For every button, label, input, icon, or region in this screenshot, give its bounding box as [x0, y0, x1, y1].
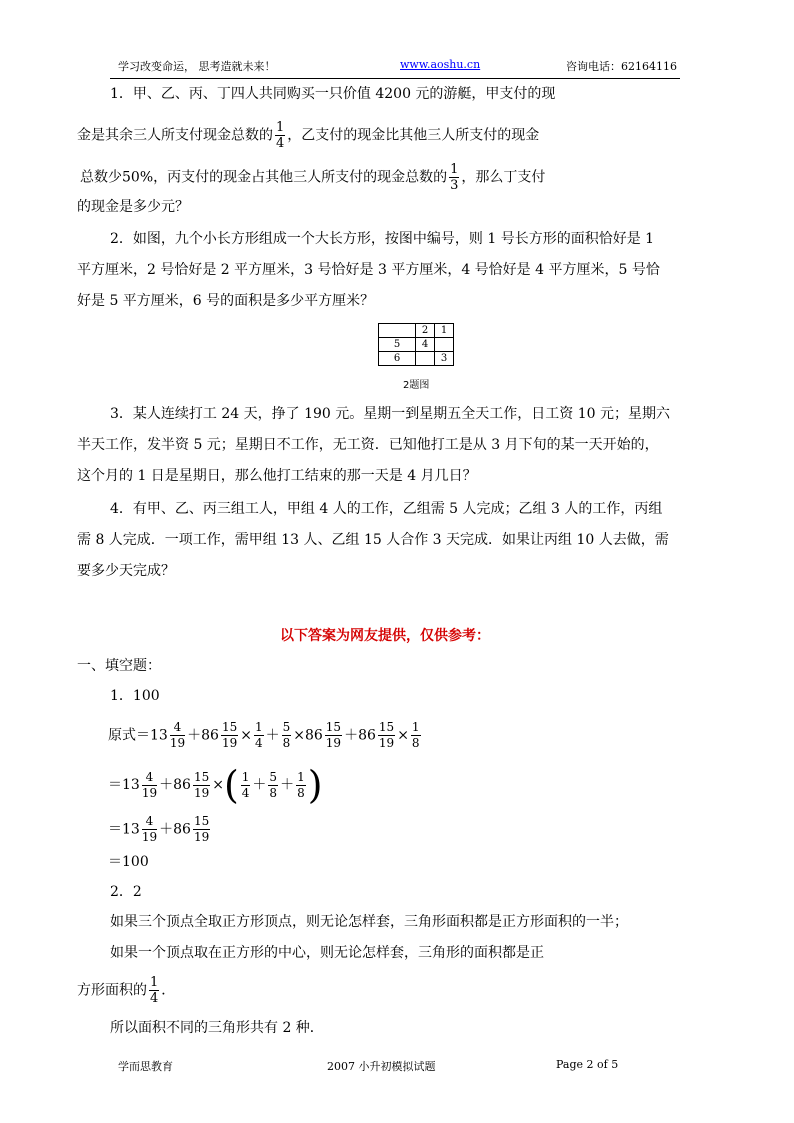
- fraction-one-third: $\frac{1}{3}$: [450, 162, 459, 193]
- grid-cell-2: 2: [416, 324, 435, 338]
- problem-1-line-3: [80, 162, 545, 193]
- grid-cell-empty: [416, 352, 435, 366]
- problem-3-line-2: 半天工作，发半资 5 元；星期日不工作，无工资．已知他打工是从 3 月下旬的某一天开始的，: [77, 437, 659, 453]
- grid-cell-1: 1: [435, 324, 454, 338]
- problem-1-text-c: 总数少50%，丙支付的现金占其他三人所支付的现金总数的: [80, 169, 448, 186]
- problem-3-line-1: 3．某人连续打工 24 天，挣了 190 元。星期一到星期五全天工作，日工资 10 元；星期六: [110, 406, 670, 422]
- header-slogan: 学习改变命运， 思考造就未来！: [118, 60, 276, 73]
- answer-2-line-2: 如果一个顶点取在正方形的中心，则无论怎样套，三角形的面积都是正: [110, 945, 544, 961]
- fraction-one-quarter: $\frac{1}{4}$: [276, 120, 285, 151]
- grid-cell-4: 4: [416, 338, 435, 352]
- answers-title: 以下答案为网友提供，仅供参考：: [280, 628, 490, 644]
- problem-3-line-3: 这个月的 1 日是星期日，那么他打工结束的那一天是 4 月几日？: [77, 468, 477, 484]
- problem-2-line-1: 2．如图，九个小长方形组成一个大长方形，按图中编号，则 1 号长方形的面积恰好是 1: [110, 231, 655, 247]
- problem-4-line-1: 4．有甲、乙、丙三组工人，甲组 4 人的工作，乙组需 5 人完成；乙组 3 人的工作，丙组: [110, 501, 663, 517]
- grid-cell-empty: [435, 338, 454, 352]
- header-phone: 咨询电话：62164116: [566, 60, 677, 73]
- problem-4-line-3: 要多少天完成？: [77, 563, 175, 579]
- grid-cell-3: 3: [435, 352, 454, 366]
- grid-cell-5: 5: [379, 338, 416, 352]
- problem-2-line-3: 好是 5 平方厘米，6 号的面积是多少平方厘米？: [77, 293, 375, 309]
- header-website-link[interactable]: www.aoshu.cn: [400, 58, 481, 71]
- section-heading: 一、填空题：: [77, 658, 161, 674]
- problem-1-line-2: [77, 120, 539, 151]
- problem-2-line-2: 平方厘米，2 号恰好是 2 平方厘米，3 号恰好是 3 平方厘米，4 号恰好是 4 平方厘米，5 号恰: [77, 262, 660, 278]
- math-line-4: ＝100: [108, 854, 149, 870]
- math-line-1: 原式＝13 $\frac{4}{19}$ ＋86 $\frac{15}{19}$ × $\frac{1}{4}$ ＋ $\frac{5}{8}$ ×86 $\frac{15}{19}$ ＋86 $\frac{15}{19}$ × $\frac{1}{8}$: [108, 720, 420, 750]
- math-line-2: ＝13 $\frac{4}{19}$ ＋86 $\frac{15}{19}$ ×( $\frac{1}{4}$ ＋ $\frac{5}{8}$ ＋ $\frac{1}{8}$ ): [108, 763, 323, 807]
- rectangle-figure: [378, 323, 454, 366]
- problem-1-text-b: ，乙支付的现金比其他三人所支付的现金: [287, 127, 540, 144]
- problem-1-line-1: 1．甲、乙、丙、丁四人共同购买一只价值 4200 元的游艇，甲支付的现: [110, 86, 556, 102]
- footer-title: 2007 小升初模拟试题: [327, 1060, 436, 1073]
- footer-left: 学而思教育: [118, 1060, 173, 1073]
- grid-cell-empty: [379, 324, 416, 338]
- problem-1-line-4: 的现金是多少元？: [77, 199, 189, 215]
- problem-1-text-d: ，那么丁支付: [461, 169, 546, 186]
- footer-page-number: Page 2 of 5: [556, 1058, 619, 1071]
- grid-cell-6: 6: [379, 352, 416, 366]
- math-line-3: ＝13 $\frac{4}{19}$ ＋86 $\frac{15}{19}$: [108, 814, 210, 844]
- answer-2-value: 2．2: [110, 884, 142, 900]
- problem-4-line-2: 需 8 人完成．一项工作，需甲组 13 人、乙组 15 人合作 3 天完成．如果让丙组 10 人去做，需: [77, 532, 669, 548]
- fraction-one-quarter: $\frac{1}{4}$: [150, 975, 159, 1006]
- figure-caption: 2题图: [403, 380, 430, 391]
- problem-1-text-a: 金是其余三人所支付现金总数的: [77, 127, 273, 144]
- page-header: [110, 58, 680, 79]
- answer-2-line-3: 方形面积的 $\frac{1}{4}$ ．: [77, 975, 176, 1006]
- answer-2-line-4: 所以面积不同的三角形共有 2 种．: [110, 1020, 324, 1036]
- answer-2-line-1: 如果三个顶点全取正方形顶点，则无论怎样套，三角形面积都是正方形面积的一半；: [110, 914, 628, 930]
- answer-1-value: 1．100: [110, 688, 160, 704]
